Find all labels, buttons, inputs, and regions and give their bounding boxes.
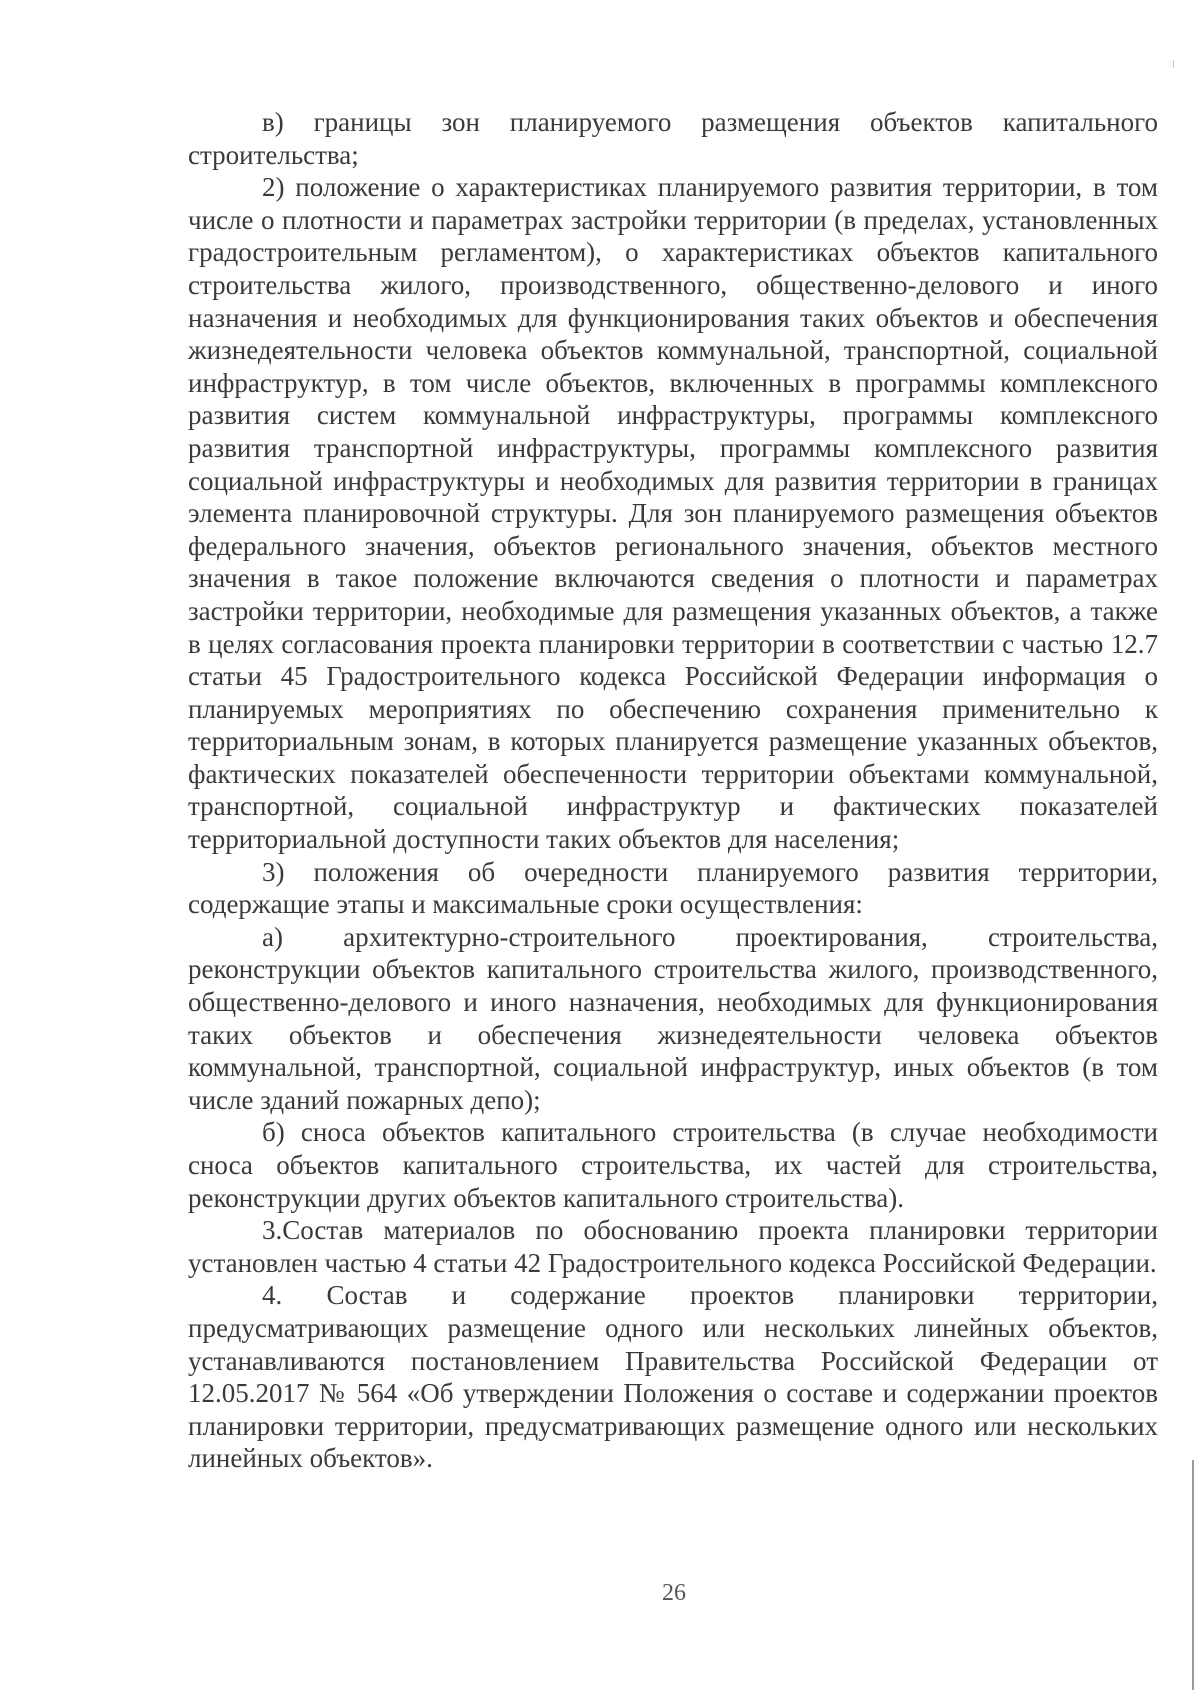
paragraph-3-stages: 3) положения об очередности планируемого развития территории, содержащие этапы и максимальные сроки осуществления: <box>188 856 1158 920</box>
scan-edge-line <box>1192 1460 1194 1690</box>
paragraph-2-characteristics: 2) положение о характеристиках планируемого развития территории, в том числе о плотности и параметрах застройки территории (в пределах, установленных градостроительным регламентом), о характеристиках объектов капитального строительства жилого, производственного, общественно-делового и иного назначения и необходимых для функционирования таких объектов и обеспечения жизнедеятельности человека объектов коммунальной, транспортной, социальной инфраструктур, в том числе объектов, включенных в программы комплексного развития систем коммунальной инфраструктуры, программы комплексного развития транспортной инфраструктуры, программы комплексного развития социальной инфраструктуры и необходимых для развития территории в границах элемента планировочной структуры. Для зон планируемого размещения объектов федерального значения, объектов регионального значения, объектов местного значения в такое положение включаются сведения о плотности и параметрах застройки территории, необходимые для размещения указанных объектов, а также в целях согласования проекта планировки территории в соответствии с частью 12.7 статьи 45 Градостроительного кодекса Российской Федерации информация о планируемых мероприятиях по обеспечению сохранения применительно к территориальным зонам, в которых планируется размещение указанных объектов, фактических показателей обеспеченности территории объектами коммунальной, транспортной, социальной инфраструктур и фактических показателей территориальной доступности таких объектов для населения; <box>188 172 1158 855</box>
paragraph-a-design: а) архитектурно-строительного проектирования, строительства, реконструкции объектов капитального строительства жилого, производственного, общественно-делового и иного назначения, необходимых для функционирования таких объектов и обеспечения жизнедеятельности человека объектов коммунальной, транспортной, социальной инфраструктур, иных объектов (в том числе зданий пожарных депо); <box>188 921 1158 1115</box>
paragraph-v-zones: в) границы зон планируемого размещения объектов капитального строительства; <box>188 107 1158 170</box>
paragraph-linear-objects: 4. Состав и содержание проектов планировки территории, предусматривающих размещение одного или нескольких линейных объектов, устанавливаются постановлением Правительства Российской Федерации от 12.05.2017 № 564 «Об утверждении Положения о составе и содержании проектов планировки территории, предусматривающих размещение одного или нескольких линейных объектов». <box>188 1280 1158 1474</box>
paragraph-b-demolition: б) сноса объектов капитального строительства (в случае необходимости сноса объектов капитального строительства, их частей для строительства, реконструкции других объектов капитального строительства). <box>188 1117 1158 1213</box>
page-number: 26 <box>662 1580 686 1606</box>
scan-mark <box>1173 60 1174 68</box>
paragraph-materials: 3.Состав материалов по обоснованию проекта планировки территории установлен частью 4 статьи 42 Градостроительного кодекса Российской Федерации. <box>188 1215 1158 1278</box>
document-body <box>188 106 1158 1475</box>
